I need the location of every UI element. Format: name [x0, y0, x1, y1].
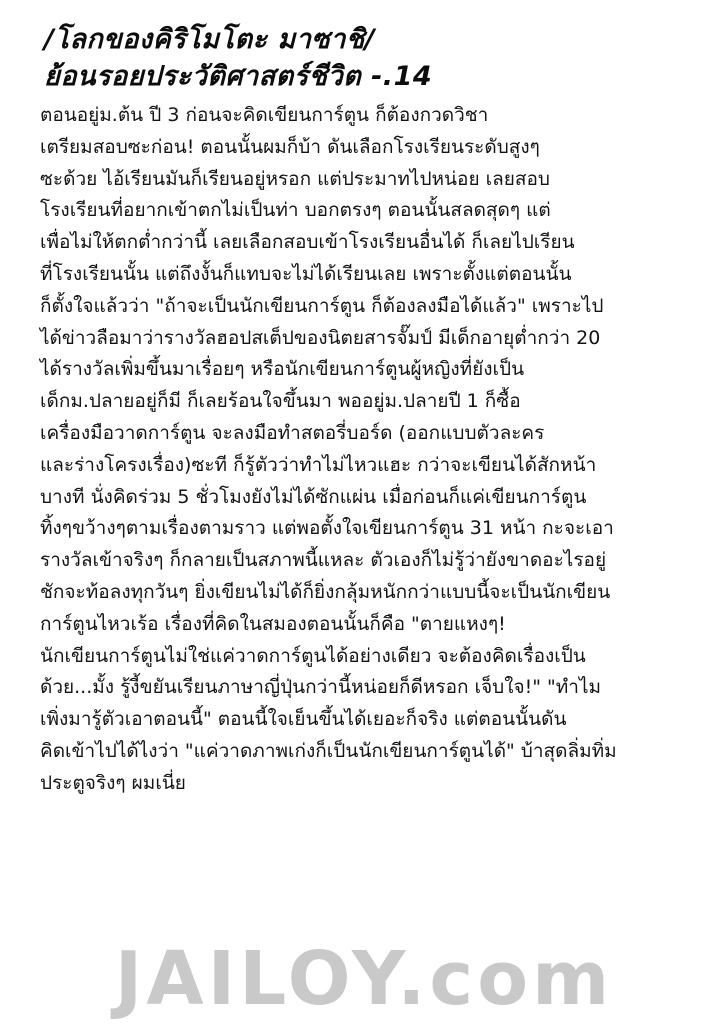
body-line: ประตูจริงๆ ผมเนี่ย [40, 771, 186, 794]
body-line: ก็ตั้งใจแล้วว่า "ถ้าจะเป็นนักเขียนการ์ตูน ก็ต้องลงมือได้แล้ว" เพราะไป [40, 294, 604, 317]
body-line: ซะด้วย ไอ้เรียนมันก็เรียนอยู่หรอก แต่ประมาทไปหน่อย เลยสอบ [40, 167, 550, 190]
body-line: บางที นั่งคิดร่วม 5 ชั่วโมงยังไม่ได้ซักแผ่น เมื่อก่อนก็แค่เขียนการ์ตูน [40, 485, 587, 508]
body-line: คิดเข้าไปได้ไงว่า "แค่วาดภาพเก่งก็เป็นนักเขียนการ์ตูนได้" บ้าสุดลิ่มทิ่ม [40, 739, 617, 762]
body-line: ทิ้งๆขว้างๆตามเรื่องตามราว แต่พอตั้งใจเขียนการ์ตูน 31 หน้า กะจะเอา [40, 517, 614, 540]
body-line: นักเขียนการ์ตูนไม่ใช่แค่วาดการ์ตูนได้อย่างเดียว จะต้องคิดเรื่องเป็น [40, 644, 586, 667]
body-line: เตรียมสอบซะก่อน! ตอนนั้นผมก็บ้า ดันเลือกโรงเรียนระดับสูงๆ [40, 135, 540, 158]
body-line: เด็กม.ปลายอยู่ก็มี ก็เลยร้อนใจขึ้นมา พออยู่ม.ปลายปี 1 ก็ซื้อ [40, 390, 521, 413]
body-line: เครื่องมือวาดการ์ตูน จะลงมือทำสตอรี่บอร์ด (ออกแบบตัวละคร [40, 421, 545, 444]
body-line: เพื่อไม่ให้ตกต่ำกว่านี้ เลยเลือกสอบเข้าโรงเรียนอื่นได้ ก็เลยไปเรียน [40, 231, 575, 254]
column-subtitle: ย้อนรอยประวัติศาสตร์ชีวิต -.14 [44, 61, 433, 92]
body-line: การ์ตูนไหวเร้อ เรื่องที่คิดในสมองตอนนั้นก็คือ "ตายแหงๆ! [40, 612, 506, 635]
body-text [40, 100, 700, 800]
body-line: และร่างโครงเรื่อง)ซะที ก็รู้ตัวว่าทำไม่ไหวแฮะ กว่าจะเขียนได้สักหน้า [40, 453, 597, 476]
column-title: /โลกของคิริโมโตะ มาซาชิ/ [44, 24, 376, 55]
body-line: ที่โรงเรียนนั้น แต่ถึงงั้นก็แทบจะไม่ได้เรียนเลย เพราะตั้งแต่ตอนนั้น [40, 262, 572, 285]
body-line: รางวัลเข้าจริงๆ ก็กลายเป็นสภาพนี้แหละ ตัวเองก็ไม่รู้ว่ายังขาดอะไรอยู่ [40, 549, 607, 572]
body-line: ด้วย...มั้ง รู้งี้ขยันเรียนภาษาญี่ปุ่นกว่านี้หน่อยก็ดีหรอก เจ็บใจ!" "ทำไม [40, 676, 602, 699]
body-line: ได้ข่าวลือมาว่ารางวัลฮอปสเต็ปของนิตยสารจั๊มป์ มีเด็กอายุต่ำกว่า 20 [40, 326, 601, 349]
site-watermark: JAILOY.com [114, 936, 614, 1022]
body-line: เพิ่งมารู้ตัวเอาตอนนี้" ตอนนี้ใจเย็นขึ้นได้เยอะก็จริง แต่ตอนนั้นดัน [40, 708, 567, 731]
body-line: ชักจะท้อลงทุกวันๆ ยิ่งเขียนไม่ได้ก็ยิ่งกลุ้มหนักกว่าแบบนี้จะเป็นนักเขียน [40, 580, 611, 603]
body-line: โรงเรียนที่อยากเข้าตกไม่เป็นท่า บอกตรงๆ ตอนนั้นสลดสุดๆ แต่ [40, 199, 551, 222]
body-line: ตอนอยู่ม.ต้น ปี 3 ก่อนจะคิดเขียนการ์ตูน ก็ต้องกวดวิชา [40, 104, 489, 126]
body-line: ได้รางวัลเพิ่มขึ้นมาเรื่อยๆ หรือนักเขียนการ์ตูนผู้หญิงที่ยังเป็น [40, 358, 525, 381]
